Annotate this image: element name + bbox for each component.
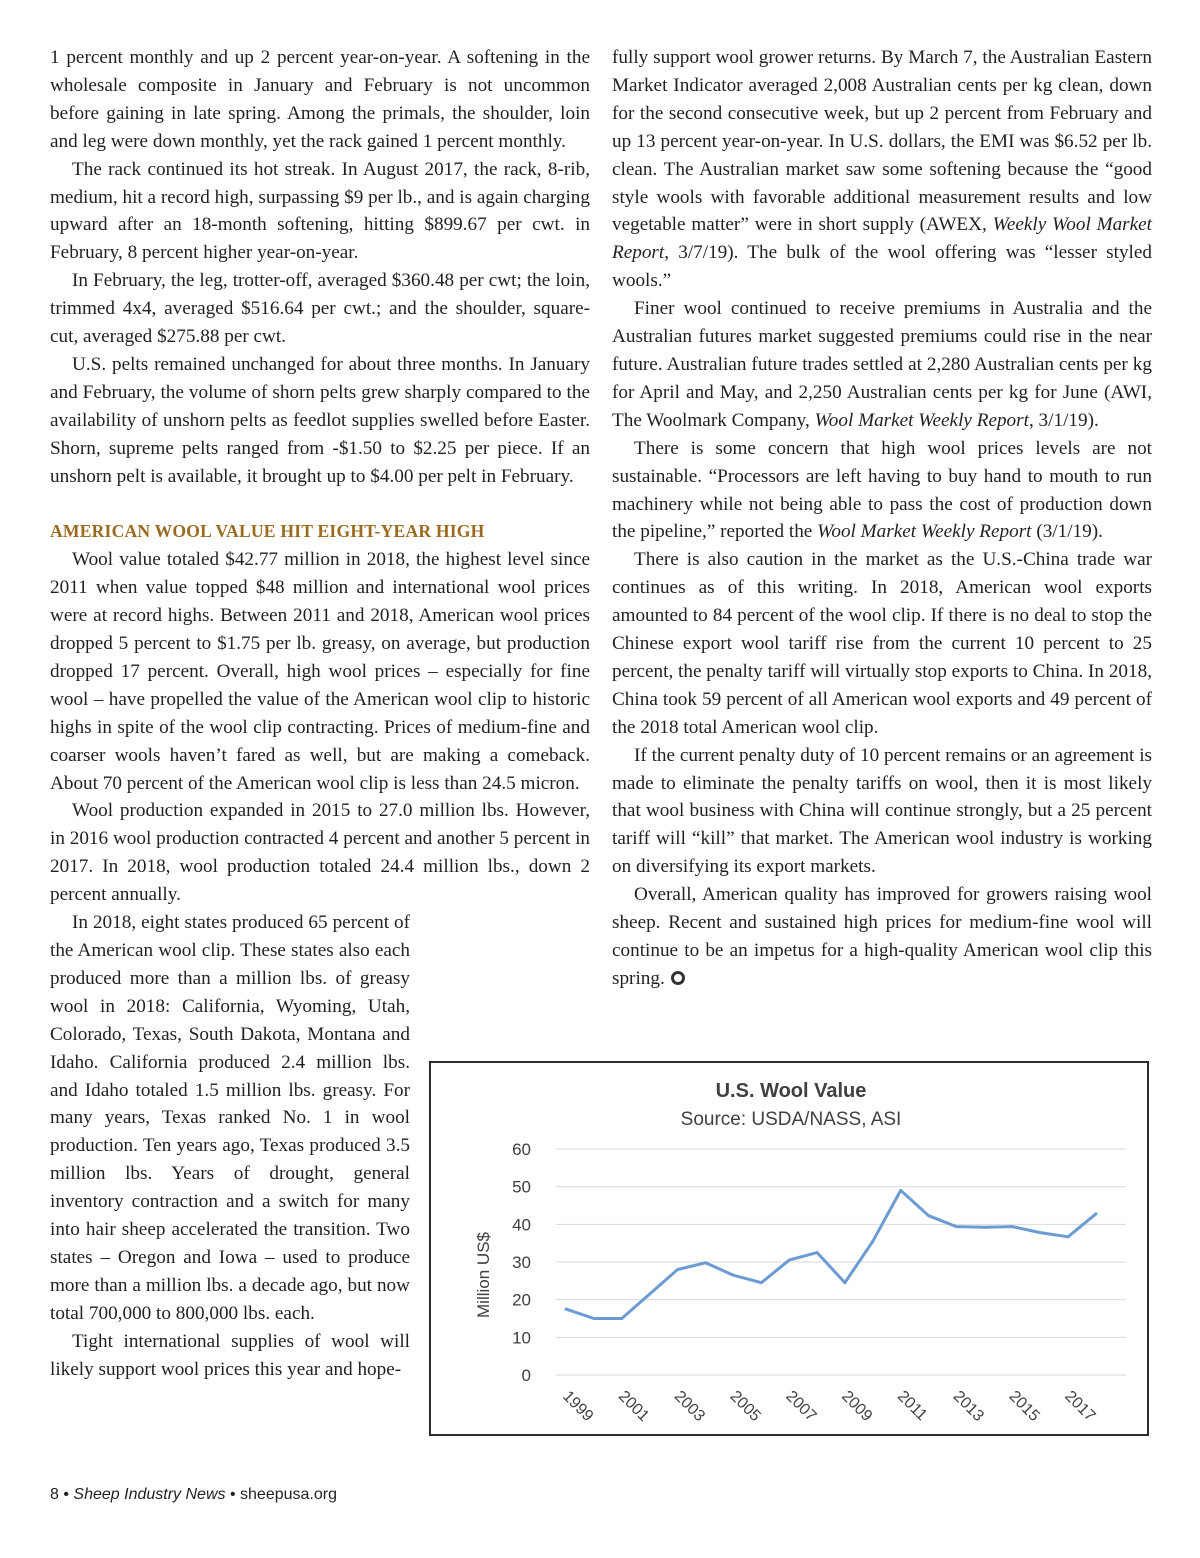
- x-tick-label: 2001: [614, 1387, 653, 1425]
- y-tick-label: 20: [512, 1290, 531, 1310]
- data-point: [1039, 1231, 1042, 1234]
- data-series: [565, 1189, 1098, 1320]
- paragraph-text: There is some concern that high wool prices levels are not sustainable. “Processors are left having to buy hand to mouth to run machinery while not being able to pass the cost of production down the pipeline,” reported the: [612, 437, 1152, 543]
- paragraph: U.S. pelts remained unchanged for about three months. In January and February, the volume of shorn pelts grew sharply compared to the availability of unshorn pelts as feedlot supplies swelled before Easter. Shorn, supreme pelts ranged from -$1.50 to $2.25 per piece. If an unshorn pelt is available, it brought up to $4.00 per pelt in February.: [50, 353, 590, 487]
- data-point: [899, 1189, 902, 1192]
- paragraph-text: Overall, American quality has improved for growers raising wool sheep. Recent and sustained high prices for medium-fine wool will continue to be an impetus for a high-quality American wool clip this spring.: [612, 884, 1152, 989]
- y-axis-label: Million US$: [474, 1232, 493, 1318]
- chart-canvas: [431, 1063, 1147, 1434]
- chart-title: U.S. Wool Value: [715, 1080, 867, 1102]
- page-number: 8: [50, 1486, 59, 1503]
- wool-value-chart: [429, 1061, 1149, 1436]
- data-point: [871, 1240, 874, 1243]
- y-tick-label: 60: [512, 1140, 531, 1159]
- paragraph: [612, 881, 1152, 993]
- paragraph: 1 percent monthly and up 2 percent year-on-year. A softening in the wholesale composite in January and February is not uncommon before gaining in late spring. Among the primals, the shoulder, loin and leg were down monthly, yet the rack gained 1 percent monthly.: [50, 47, 590, 152]
- data-point: [760, 1281, 763, 1284]
- website-link: sheepusa.org: [240, 1486, 337, 1503]
- data-point: [704, 1261, 707, 1264]
- footer-separator: •: [63, 1486, 69, 1503]
- paragraph-text: Finer wool continued to receive premiums in Australia and the Australian futures market suggested premiums could rise in the near future. Australian future trades settled at 2,280 Australian cents per kg for April and May, and 2,250 Australian cents per kg for June (AWI, The Woolmark Company,: [612, 298, 1152, 431]
- paragraph: Wool production expanded in 2015 to 27.0 million lbs. However, in 2016 wool production contracted 4 percent and another 5 percent in 2017. In 2018, wool production totaled 24.4 million lbs., down 2 percent annually.: [50, 800, 590, 906]
- paragraph-text: fully support wool grower returns. By March 7, the Australian Eastern Market Indicator averaged 2,008 Australian cents per kg clean, down for the second consecutive week, but up 2 percent from February and up 13 percent year-on-year. In U.S. dollars, the EMI was $6.52 per lb. clean. The Australian market saw some softening because the “good style wools with favorable additional measurement results and low vegetable matter” were in short supply (AWEX,: [612, 47, 1152, 236]
- x-tick-label: 2005: [726, 1387, 764, 1425]
- y-tick-label: 0: [521, 1366, 531, 1385]
- footer-separator: •: [229, 1486, 236, 1503]
- paragraph: If the current penalty duty of 10 percent remains or an agreement is made to eliminate the penalty tariffs on wool, then it is most likely that wool business with China will continue strongly, but a 25 percent tariff will “kill” that market. The American wool industry is working on diversifying its export markets.: [612, 744, 1152, 878]
- citation-title: Wool Market Weekly Report: [817, 521, 1032, 543]
- paragraph: Tight international supplies of wool will likely support wool prices this year and hope-: [50, 1330, 410, 1380]
- y-tick-label: 40: [512, 1215, 531, 1235]
- x-tick-label: 2011: [893, 1387, 931, 1425]
- paragraph: In 2018, eight states produced 65 percent of the American wool clip. These states also each produced more than a million lbs. of greasy wool in 2018: California, Wyoming, Utah, Colorado, Texas, South Dakota, Montana and Idaho. California produced 2.4 million lbs. and Idaho totaled 1.5 million lbs. greasy. For many years, Texas ranked No. 1 in wool production. Ten years ago, Texas produced 3.5 million lbs. Years of drought, general inventory contraction and a switch for many into hair sheep accelerated the transition. Two states – Oregon and Iowa – used to produce more than a million lbs. a decade ago, but now total 700,000 to 800,000 lbs. each.: [50, 912, 410, 1324]
- data-point: [927, 1214, 930, 1217]
- x-tick-label: 2007: [782, 1387, 820, 1425]
- data-point: [565, 1308, 568, 1311]
- publication-name: Sheep Industry News: [73, 1486, 226, 1503]
- x-tick-label: 2003: [670, 1387, 708, 1425]
- end-of-article-icon: [671, 971, 685, 985]
- data-point: [983, 1226, 986, 1229]
- x-tick-label: 1999: [559, 1387, 597, 1425]
- right-column: [612, 44, 1152, 993]
- citation-title: Weekly Wool Market Report: [612, 214, 1153, 264]
- data-point: [676, 1268, 679, 1271]
- data-point: [732, 1274, 735, 1277]
- paragraph: [612, 435, 1152, 547]
- chart-subtitle: Source: USDA/NASS, ASI: [680, 1109, 902, 1130]
- paragraph: [612, 44, 1152, 295]
- y-tick-label: 30: [512, 1253, 531, 1272]
- x-tick-label: 2015: [1005, 1387, 1043, 1425]
- data-point: [816, 1251, 819, 1254]
- page-footer: [50, 1486, 337, 1504]
- paragraph: In February, the leg, trotter-off, averaged $360.48 per cwt; the loin, trimmed 4x4, averaged $516.64 per cwt.; and the shoulder, square-cut, averaged $275.88 per cwt.: [50, 270, 590, 348]
- citation-title: Wool Market Weekly Report: [814, 409, 1029, 431]
- section-heading: AMERICAN WOOL VALUE HIT EIGHT-YEAR HIGH: [50, 521, 485, 542]
- x-tick-label: 2009: [838, 1387, 876, 1425]
- x-axis-ticks: [559, 1388, 1098, 1425]
- data-point: [843, 1281, 846, 1284]
- data-point: [620, 1317, 623, 1320]
- data-point: [955, 1225, 958, 1228]
- gridlines: [556, 1149, 1126, 1375]
- y-tick-label: 10: [512, 1328, 531, 1348]
- x-tick-label: 2017: [1061, 1387, 1099, 1425]
- paragraph: There is also caution in the market as the U.S.-China trade war continues as of this writing. In 2018, American wool exports amounted to 84 percent of the wool clip. If there is no deal to stop the Chinese export wool tariff rise from the current 10 percent to 25 percent, the penalty tariff will virtually stop exports to China. In 2018, China took 59 percent of all American wool exports and 49 percent of the 2018 total American wool clip.: [612, 549, 1152, 738]
- paragraph: Wool value totaled $42.77 million in 2018, the highest level since 2011 when value topped $48 million and international wool prices were at record highs. Between 2011 and 2018, American wool prices dropped 5 percent to $1.75 per lb. greasy, on average, but production dropped 17 percent. Overall, high wool prices – especially for fine wool – have propelled the value of the American wool clip to historic highs in spite of the wool clip contracting. Prices of medium-fine and coarser wools haven’t fared as well, but are making a comeback. About 70 percent of the American wool clip is less than 24.5 micron.: [50, 549, 590, 794]
- paragraph-text: , 3/7/19). The bulk of the wool offering was “lesser styled wools.”: [612, 242, 1152, 292]
- data-point: [1011, 1225, 1014, 1228]
- y-axis-ticks: [512, 1140, 531, 1385]
- y-tick-label: 50: [512, 1177, 531, 1197]
- data-point: [788, 1259, 791, 1262]
- data-point: [1067, 1235, 1070, 1238]
- data-point: [592, 1317, 595, 1320]
- data-point: [648, 1293, 651, 1296]
- paragraph: [612, 295, 1152, 435]
- data-point: [1095, 1212, 1098, 1215]
- paragraph-text: (3/1/19).: [1031, 521, 1103, 543]
- paragraph-text: , 3/1/19).: [1028, 409, 1099, 431]
- x-tick-label: 2013: [949, 1387, 987, 1425]
- paragraph: The rack continued its hot streak. In August 2017, the rack, 8-rib, medium, hit a record high, surpassing $9 per lb., and is again charging upward after an 18-month softening, hitting $899.67 per cwt. in February, 8 percent higher year-on-year.: [50, 158, 590, 264]
